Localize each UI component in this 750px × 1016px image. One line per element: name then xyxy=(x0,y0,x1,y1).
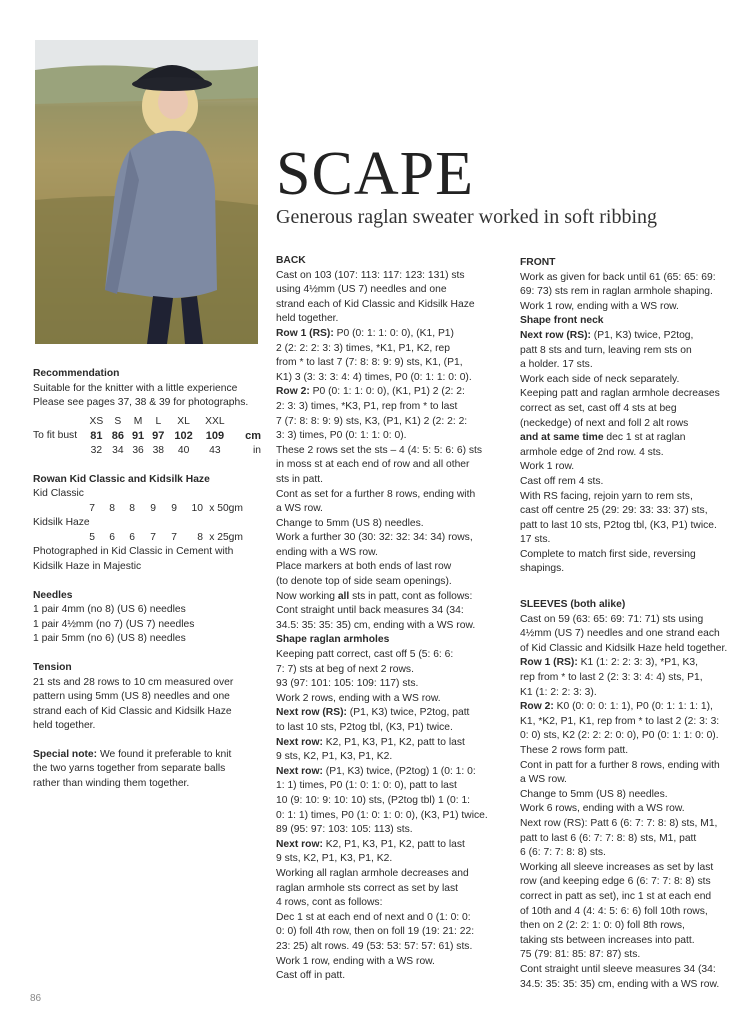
sleeves-instruction-line: Work 6 rows, ending with a WS row. xyxy=(520,803,685,815)
yarn-qty: 7 xyxy=(171,531,177,543)
sleeves-instruction-line: correct in patt as set), inc 1 st at each end xyxy=(520,890,712,902)
recommendation-heading: Recommendation xyxy=(33,368,120,379)
back-instruction-line: Next row: (P1, K3) twice, (P2tog) 1 (0: 1: 0: xyxy=(276,765,476,777)
back-instruction-line: Dec 1 st at each end of next and 0 (1: 0: 0: xyxy=(276,911,471,923)
bust-label: To fit bust xyxy=(33,430,78,442)
front-instruction-line: Work as given for back until 61 (65: 65: 69: xyxy=(520,271,716,283)
bust-cm-row xyxy=(33,429,261,444)
size-header: XS xyxy=(89,415,104,427)
left-column xyxy=(33,367,261,792)
tension-line: pattern using 5mm (US 8) needles and one xyxy=(33,691,230,703)
sleeves-instruction-line: Row 1 (RS): K1 (1: 2: 2: 3: 3), *P1, K3, xyxy=(520,657,698,669)
back-instruction-line: from * to last 7 (7: 8: 8: 9: 9) sts, K1, (P1, xyxy=(276,357,463,369)
back-instruction-line: 2: 3: 3) times, *K3, P1, rep from * to last xyxy=(276,400,458,412)
model-photo-illustration xyxy=(35,40,258,344)
tension-line: strand each of Kid Classic and Kidsilk Haze xyxy=(33,705,232,717)
yarn-qty: 8 xyxy=(197,531,203,543)
bust-in-value: 34 xyxy=(112,444,124,456)
front-instruction-line: a holder. 17 sts. xyxy=(520,359,593,371)
front-instruction-line: Work 1 row. xyxy=(520,461,575,473)
bust-in-value: 40 xyxy=(177,444,190,456)
yarn-qty: 8 xyxy=(109,502,115,514)
recommendation-line: Please see pages 37, 38 & 39 for photographs. xyxy=(33,397,249,409)
back-instruction-line: Place markers at both ends of last row xyxy=(276,561,452,573)
yarn-unit: x 50gm xyxy=(209,502,243,514)
front-instruction-line: cast off centre 25 (29: 29: 33: 33: 37) sts, xyxy=(520,505,708,517)
back-instruction-line: Now working all sts in patt, cont as follows: xyxy=(276,590,473,602)
back-instruction-line: raglan armhole sts correct as set by last xyxy=(276,882,458,894)
sleeves-instruction-line: Cont in patt for a further 8 rows, ending with xyxy=(520,759,720,771)
yarn-qty: 5 xyxy=(89,531,95,543)
back-instruction-line: Cont straight until back measures 34 (34: xyxy=(276,605,464,617)
front-instruction-line: Next row (RS): (P1, K3) twice, P2tog, xyxy=(520,329,694,341)
sleeves-instruction-line: of 10th and 4 (4: 4: 5: 6: 6) foll 10th rows, xyxy=(520,905,708,917)
sleeves-instruction-line: K1, *K2, P1, K1, rep from * to last 2 (2: 3: 3: xyxy=(520,715,720,727)
sleeves-instruction-line: 75 (79: 81: 85: 87: 87) sts. xyxy=(520,949,641,961)
bust-in-unit: in xyxy=(252,444,261,456)
needle-line: 1 pair 4mm (no 8) (US 6) needles xyxy=(33,604,186,616)
special-note xyxy=(33,748,261,763)
sleeves-instruction-line: Cont straight until sleeve measures 34 (34: xyxy=(520,963,716,975)
kid-classic-quantities xyxy=(33,502,261,517)
back-instruction-line: Work 2 rows, ending with a WS row. xyxy=(276,692,441,704)
back-instruction-line: Next row: K2, P1, K3, P1, K2, patt to last xyxy=(276,838,465,850)
yarn-qty: 9 xyxy=(150,502,156,514)
back-instruction-line: 9 sts, K2, P1, K3, P1, K2. xyxy=(276,751,393,763)
bust-in-value: 32 xyxy=(90,444,103,456)
photographed-note: Photographed in Kid Classic in Cement with xyxy=(33,546,234,558)
sleeves-instruction-line: 4½mm (US 7) needles and one strand each xyxy=(520,628,720,640)
sleeves-instruction-line: patt to last 6 (6: 7: 7: 8: 8) sts, M1, patt xyxy=(520,832,697,844)
front-instruction-line: and at same time dec 1 st at raglan xyxy=(520,432,686,444)
page-number: 86 xyxy=(30,993,42,1004)
front-instruction-line: shapings. xyxy=(520,563,565,575)
tension-line: held together. xyxy=(33,720,96,732)
back-heading: BACK xyxy=(276,255,306,266)
yarn-unit: x 25gm xyxy=(209,531,243,543)
sleeves-instruction-line: taking sts between increases into patt. xyxy=(520,934,695,946)
bust-in-value: 38 xyxy=(152,444,165,456)
bust-cm-value: 91 xyxy=(131,430,145,443)
size-table xyxy=(33,415,261,459)
back-instruction-line: 0: 0) foll 4th row, then on foll 19 (19: 21: 22: xyxy=(276,926,475,938)
back-instruction-line: sts in patt. xyxy=(276,473,323,485)
back-instruction-line: 3: 3) times, P0 (0: 1: 1: 0: 0). xyxy=(276,430,407,442)
front-instruction-line: 69: 73) sts rem in raglan armhole shaping. xyxy=(520,286,713,298)
front-instruction-line: correct as set, cast off 4 sts at beg xyxy=(520,402,677,414)
back-instruction-line: Row 2: P0 (0: 1: 1: 0: 0), (K1, P1) 2 (2: 2: xyxy=(276,386,465,398)
yarn-name-kidsilk-haze: Kidsilk Haze xyxy=(33,517,90,529)
recommendation-line: Suitable for the knitter with a little experience xyxy=(33,382,238,394)
needle-line: 1 pair 4½mm (no 7) (US 7) needles xyxy=(33,618,195,630)
bust-cm-value: 109 xyxy=(205,430,225,443)
back-instruction-line: 2 (2: 2: 2: 3: 3) times, *K1, P1, K2, rep xyxy=(276,342,450,354)
back-instruction-line: ending with a WS row. xyxy=(276,546,378,558)
sleeves-instruction-line: rep from * to last 2 (2: 3: 3: 4: 4) sts, P1, xyxy=(520,672,703,684)
back-instruction-line: (to denote top of side seam openings). xyxy=(276,576,452,588)
yarn-qty: 6 xyxy=(129,531,135,543)
back-instruction-line: 34.5: 35: 35: 35) cm, ending with a WS row. xyxy=(276,619,476,631)
sleeves-instruction-line: a WS row. xyxy=(520,774,567,786)
bust-cm-value: 86 xyxy=(111,430,124,443)
needle-line: 1 pair 5mm (no 6) (US 8) needles xyxy=(33,633,186,645)
sleeves-instruction-line: Row 2: K0 (0: 0: 0: 1: 1), P0 (0: 1: 1: 1: 1), xyxy=(520,701,713,713)
model-photo xyxy=(35,40,258,344)
front-heading: FRONT xyxy=(520,257,556,268)
back-instruction-line: Row 1 (RS): P0 (0: 1: 1: 0: 0), (K1, P1) xyxy=(276,327,454,339)
back-instruction-line: 93 (97: 101: 105: 109: 117) sts. xyxy=(276,678,419,690)
front-instruction-line: (neckedge) of next and foll 2 alt rows xyxy=(520,417,689,429)
front-instruction-line: Complete to match first side, reversing xyxy=(520,548,696,560)
sleeves-instruction-line: Next row (RS): Patt 6 (6: 7: 7: 8: 8) sts, M1, xyxy=(520,817,718,829)
size-header: L xyxy=(155,415,162,427)
yarn-qty: 9 xyxy=(171,502,177,514)
back-instruction-line: 7: 7) sts at beg of next 2 rows. xyxy=(276,663,414,675)
back-instructions xyxy=(276,269,506,984)
size-header: S xyxy=(114,415,122,427)
photographed-note: Kidsilk Haze in Majestic xyxy=(33,560,142,572)
bust-in-value: 36 xyxy=(132,444,144,456)
yarn-qty: 6 xyxy=(109,531,115,543)
back-instruction-line: 9 sts, K2, P1, K3, P1, K2. xyxy=(276,853,393,865)
back-instruction-line: 7 (7: 8: 8: 9: 9) sts, K3, (P1, K1) 2 (2: 2: 2: xyxy=(276,415,468,427)
bust-cm-value: 81 xyxy=(90,430,103,443)
back-instruction-line: to last 10 sts, P2tog tbl, (K3, P1) twice. xyxy=(276,722,453,733)
front-instruction-line: Shape front neck xyxy=(520,315,604,327)
sleeves-instructions xyxy=(520,613,735,992)
back-instruction-line: 10 (9: 10: 9: 10: 10) sts, (P2tog tbl) 1 (0: 1: xyxy=(276,794,471,806)
back-instruction-line: Next row: K2, P1, K3, P1, K2, patt to last xyxy=(276,736,465,748)
yarn-qty: 8 xyxy=(129,502,135,514)
front-instruction-line: Keeping patt and raglan armhole decreases xyxy=(520,388,720,400)
back-instruction-line: Working all raglan armhole decreases and xyxy=(276,867,469,879)
bust-in-value: 43 xyxy=(209,444,221,456)
front-instruction-line: Cast off rem 4 sts. xyxy=(520,475,604,487)
front-instruction-line: With RS facing, rejoin yarn to rem sts, xyxy=(520,490,693,502)
back-instruction-line: Keeping patt correct, cast off 5 (5: 6: 6: xyxy=(276,649,454,661)
yarn-qty: 7 xyxy=(89,502,95,514)
front-instruction-line: Work 1 row, ending with a WS row. xyxy=(520,300,679,312)
yarn-name-kid-classic: Kid Classic xyxy=(33,488,84,500)
bust-in-row xyxy=(33,444,261,459)
sleeves-instruction-line: Working all sleeve increases as set by last xyxy=(520,861,714,873)
sleeves-instruction-line: of Kid Classic and Kidsilk Haze held together. xyxy=(520,642,728,654)
sleeves-instruction-line: row (and keeping edge 6 (6: 7: 7: 8: 8) sts xyxy=(520,876,711,888)
back-instruction-line: Work 1 row, ending with a WS row. xyxy=(276,955,435,967)
back-instruction-line: K1) 3 (3: 3: 3: 4: 4) times, P0 (0: 1: 1: 0: 0). xyxy=(276,371,472,383)
kidsilk-haze-quantities xyxy=(33,531,261,546)
yarn-heading: Rowan Kid Classic and Kidsilk Haze xyxy=(33,473,210,485)
bust-cm-value: 97 xyxy=(152,430,165,443)
back-instruction-line: Cont as set for a further 8 rows, ending with xyxy=(276,488,476,500)
bust-cm-value: 102 xyxy=(174,430,193,443)
size-header: M xyxy=(133,415,143,427)
front-instruction-line: armhole edge of 2nd row. 4 sts. xyxy=(520,446,664,458)
size-header: XXL xyxy=(205,415,225,427)
back-instruction-line: strand each of Kid Classic and Kidsilk Haze xyxy=(276,298,475,310)
special-note-line: the two yarns together from separate balls xyxy=(33,763,226,775)
sleeves-instruction-line: 34.5: 35: 35: 35) cm, ending with a WS row. xyxy=(520,978,720,990)
back-instruction-line: 89 (95: 97: 103: 105: 113) sts. xyxy=(276,824,413,836)
back-instruction-line: These 2 rows set the sts – 4 (4: 5: 5: 6: 6) sts xyxy=(276,444,483,456)
tension-heading: Tension xyxy=(33,661,72,673)
right-column xyxy=(520,256,735,992)
pattern-title: SCAPE xyxy=(276,140,474,208)
yarn-qty: 7 xyxy=(150,531,156,543)
back-instruction-line: 1: 1) times, P0 (1: 0: 1: 0: 0), patt to last xyxy=(276,780,457,792)
needles-heading: Needles xyxy=(33,589,73,601)
back-instruction-line: using 4½mm (US 7) needles and one xyxy=(276,284,447,296)
back-instruction-line: a WS row. xyxy=(276,503,323,515)
special-note-text: We found it preferable to knit xyxy=(97,748,232,760)
back-instruction-line: Shape raglan armholes xyxy=(276,634,390,646)
pattern-subtitle: Generous raglan sweater worked in soft ribbing xyxy=(276,206,657,228)
special-note-line: rather than winding them together. xyxy=(33,778,190,790)
back-instruction-line: Work a further 30 (30: 32: 32: 34: 34) rows, xyxy=(276,532,473,544)
back-instruction-line: in moss st at each end of row and all other xyxy=(276,459,470,471)
yarn-qty: 10 xyxy=(191,502,203,514)
back-instruction-line: 0: 1: 1) times, P0 (1: 0: 1: 0: 0), (K3, P1) twice. xyxy=(276,809,488,821)
special-note-label: Special note: xyxy=(33,748,98,760)
sleeves-instruction-line: 0: 0) sts, K2 (2: 2: 2: 0: 0), P0 (0: 1: 1: 0: 0). xyxy=(520,730,719,742)
back-instruction-line: 4 rows, cont as follows: xyxy=(276,897,383,909)
back-instruction-line: 23: 25) alt rows. 49 (53: 53: 57: 57: 61) sts. xyxy=(276,940,473,952)
front-instruction-line: 17 sts. xyxy=(520,534,551,546)
bust-cm-unit: cm xyxy=(245,430,261,443)
back-section xyxy=(276,254,506,984)
back-instruction-line: Cast on 103 (107: 113: 117: 123: 131) sts xyxy=(276,269,465,281)
size-header-row xyxy=(33,415,261,430)
sleeves-instruction-line: then on 2 (2: 2: 1: 0: 0) foll 8th rows, xyxy=(520,920,685,932)
sleeves-instruction-line: These 2 rows form patt. xyxy=(520,745,629,756)
sleeves-instruction-line: 6 (6: 7: 7: 8: 8) sts. xyxy=(520,847,606,859)
sleeves-instruction-line: Change to 5mm (US 8) needles. xyxy=(520,788,668,800)
back-instruction-line: Cast off in patt. xyxy=(276,970,346,982)
size-header: XL xyxy=(177,415,190,427)
front-instruction-line: patt to last 10 sts, P2tog tbl, (K3, P1) twice. xyxy=(520,519,717,531)
back-instruction-line: held together. xyxy=(276,313,339,325)
front-instruction-line: patt 8 sts and turn, leaving rem sts on xyxy=(520,344,692,356)
sleeves-heading: SLEEVES (both alike) xyxy=(520,599,626,611)
sleeves-instruction-line: K1 (1: 2: 2: 3: 3). xyxy=(520,686,597,698)
back-instruction-line: Change to 5mm (US 8) needles. xyxy=(276,517,424,529)
front-instruction-line: Work each side of neck separately. xyxy=(520,373,680,385)
front-instructions xyxy=(520,271,735,577)
back-instruction-line: Next row (RS): (P1, K3) twice, P2tog, patt xyxy=(276,707,470,719)
tension-line: 21 sts and 28 rows to 10 cm measured over xyxy=(33,676,234,688)
sleeves-instruction-line: Cast on 59 (63: 65: 69: 71: 71) sts using xyxy=(520,613,704,625)
